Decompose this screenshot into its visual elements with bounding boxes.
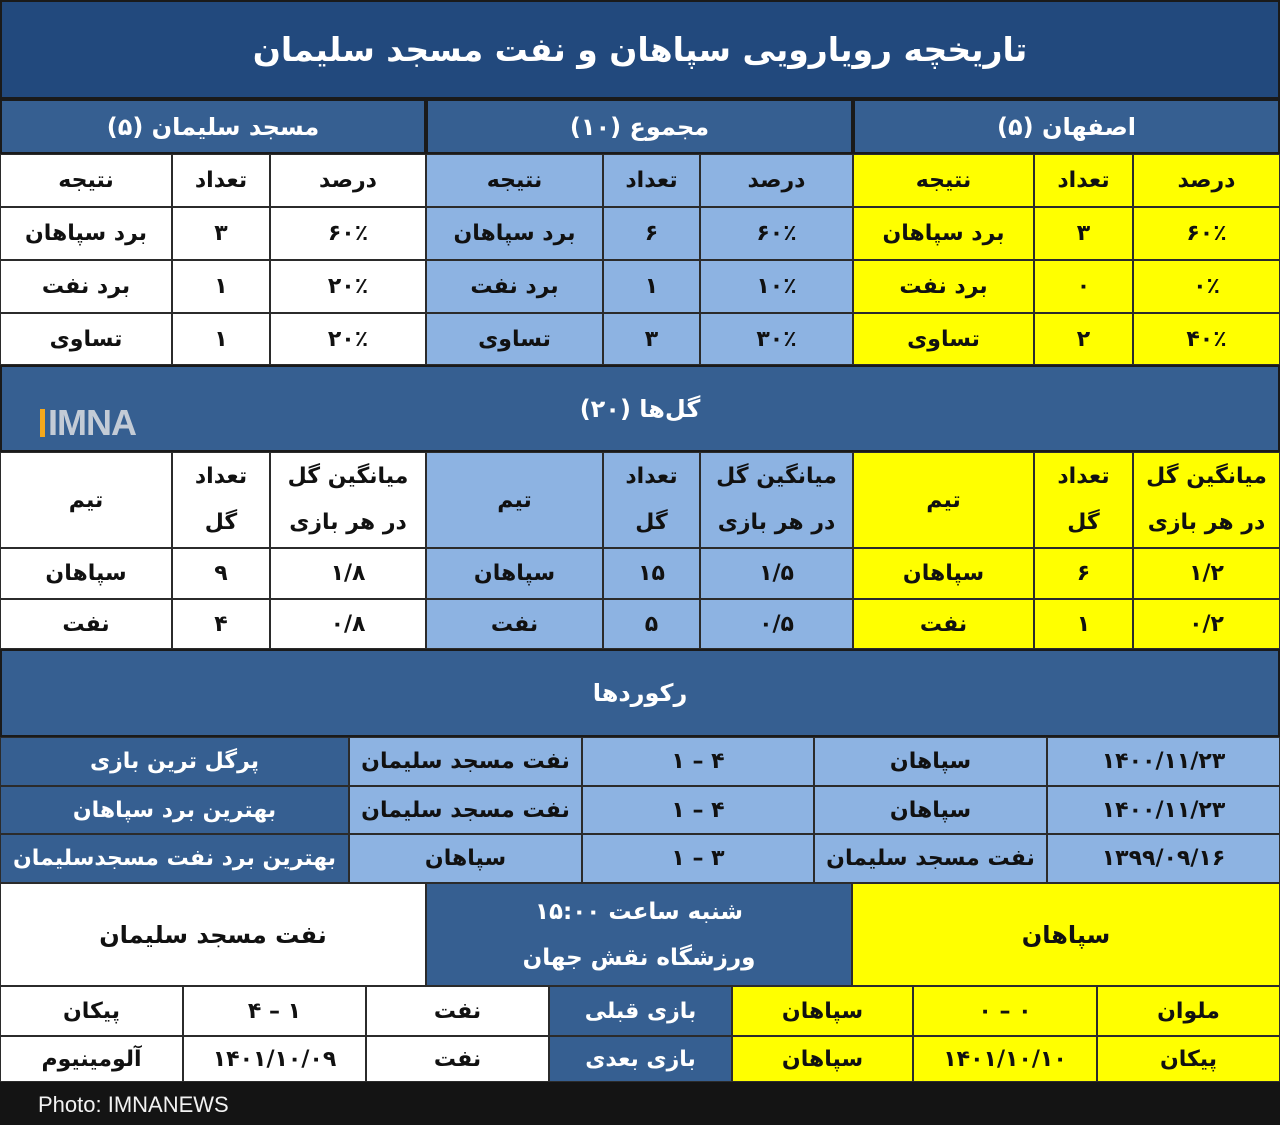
- header-line: تعداد: [194, 464, 248, 489]
- cell-count: ۰: [1034, 260, 1133, 313]
- cell-percent: ۲۰٪: [270, 260, 426, 313]
- match-away-team: نفت مسجد سلیمان: [0, 883, 426, 986]
- header-avg-goals: [1133, 452, 1280, 548]
- cell-count: ۳: [1034, 207, 1133, 260]
- cell-goals: ۹: [172, 548, 270, 599]
- cell-goals: ۱: [1034, 599, 1133, 649]
- cell-percent: ۶۰٪: [1133, 207, 1280, 260]
- header-line: گل: [635, 510, 668, 535]
- page-title: تاریخچه رویارویی سپاهان و نفت مسجد سلیمان: [0, 0, 1280, 99]
- form-opponent: ملوان: [1097, 986, 1280, 1036]
- header-result: نتیجه: [853, 154, 1034, 207]
- header-result: نتیجه: [426, 154, 603, 207]
- header-line: گل: [1067, 510, 1100, 535]
- record-home: نفت مسجد سلیمان: [814, 834, 1047, 883]
- record-date: ۱۳۹۹/۰۹/۱۶: [1047, 834, 1280, 883]
- record-home: سپاهان: [814, 737, 1047, 786]
- cell-goals: ۵: [603, 599, 700, 649]
- cell-percent: ۰٪: [1133, 260, 1280, 313]
- header-goal-count: [1034, 452, 1133, 548]
- section-header-records: رکوردها: [0, 649, 1280, 737]
- record-away: نفت مسجد سلیمان: [349, 737, 582, 786]
- group-header-masjed: مسجد سلیمان (۵): [0, 99, 426, 154]
- cell-count: ۱: [172, 260, 270, 313]
- header-team: تیم: [426, 452, 603, 548]
- header-count: تعداد: [603, 154, 700, 207]
- form-team: سپاهان: [732, 986, 913, 1036]
- record-away: نفت مسجد سلیمان: [349, 786, 582, 834]
- cell-team: نفت: [0, 599, 172, 649]
- cell-team: سپاهان: [426, 548, 603, 599]
- form-team: نفت: [366, 1036, 549, 1082]
- cell-result: برد نفت: [0, 260, 172, 313]
- record-title: بهترین برد سپاهان: [0, 786, 349, 834]
- cell-avg: ۰/۲: [1133, 599, 1280, 649]
- form-team: سپاهان: [732, 1036, 913, 1082]
- cell-percent: ۳۰٪: [700, 313, 853, 365]
- record-title: پرگل ترین بازی: [0, 737, 349, 786]
- cell-goals: ۶: [1034, 548, 1133, 599]
- cell-result: برد سپاهان: [0, 207, 172, 260]
- form-opponent: پیکان: [1097, 1036, 1280, 1082]
- cell-team: سپاهان: [0, 548, 172, 599]
- record-home: سپاهان: [814, 786, 1047, 834]
- cell-avg: ۱/۲: [1133, 548, 1280, 599]
- cell-result: تساوی: [426, 313, 603, 365]
- record-away: سپاهان: [349, 834, 582, 883]
- header-percent: درصد: [700, 154, 853, 207]
- form-date: ۱۴۰۱/۱۰/۱۰: [913, 1036, 1097, 1082]
- header-percent: درصد: [1133, 154, 1280, 207]
- cell-result: برد سپاهان: [853, 207, 1034, 260]
- cell-percent: ۶۰٪: [270, 207, 426, 260]
- goals-label: گل‌ها (۲۰): [579, 394, 701, 423]
- record-score: ۴ – ۱: [582, 737, 814, 786]
- cell-team: سپاهان: [853, 548, 1034, 599]
- header-line: گل: [204, 510, 238, 535]
- section-header-goals: [0, 365, 1280, 452]
- header-count: تعداد: [172, 154, 270, 207]
- header-avg-goals: [700, 452, 853, 548]
- header-avg-goals: [270, 452, 426, 548]
- form-opponent: آلومینیوم: [0, 1036, 183, 1082]
- record-title: بهترین برد نفت مسجدسلیمان: [0, 834, 349, 883]
- cell-percent: ۴۰٪: [1133, 313, 1280, 365]
- cell-avg: ۰/۵: [700, 599, 853, 649]
- header-line: تعداد: [1057, 464, 1110, 489]
- header-line: در هر بازی: [717, 510, 836, 535]
- header-line: تعداد: [625, 464, 678, 489]
- record-score: ۳ – ۱: [582, 834, 814, 883]
- record-date: ۱۴۰۰/۱۱/۲۳: [1047, 737, 1280, 786]
- cell-result: تساوی: [853, 313, 1034, 365]
- cell-count: ۱: [172, 313, 270, 365]
- cell-result: برد نفت: [853, 260, 1034, 313]
- cell-count: ۳: [172, 207, 270, 260]
- match-venue: ورزشگاه نقش جهان: [522, 944, 756, 971]
- form-label: بازی قبلی: [549, 986, 732, 1036]
- header-line: میانگین گل: [716, 464, 837, 489]
- record-date: ۱۴۰۰/۱۱/۲۳: [1047, 786, 1280, 834]
- form-opponent: پیکان: [0, 986, 183, 1036]
- cell-percent: ۶۰٪: [700, 207, 853, 260]
- form-score: ۰ – ۰: [913, 986, 1097, 1036]
- group-header-isfahan: اصفهان (۵): [853, 99, 1280, 154]
- cell-result: برد نفت: [426, 260, 603, 313]
- cell-avg: ۱/۵: [700, 548, 853, 599]
- group-header-total: مجموع (۱۰): [426, 99, 853, 154]
- cell-team: نفت: [426, 599, 603, 649]
- match-home-team: سپاهان: [852, 883, 1280, 986]
- cell-count: ۳: [603, 313, 700, 365]
- form-label: بازی بعدی: [549, 1036, 732, 1082]
- watermark-text: IMNA: [48, 402, 136, 443]
- logo-bar-icon: [40, 409, 45, 437]
- form-score: ۱ – ۴: [183, 986, 366, 1036]
- header-goal-count: [172, 452, 270, 548]
- cell-goals: ۱۵: [603, 548, 700, 599]
- match-info: [426, 883, 852, 986]
- cell-result: تساوی: [0, 313, 172, 365]
- header-line: میانگین گل: [1146, 464, 1267, 489]
- cell-avg: ۱/۸: [270, 548, 426, 599]
- header-percent: درصد: [270, 154, 426, 207]
- header-goal-count: [603, 452, 700, 548]
- photo-credit: Photo: IMNANEWS: [38, 1092, 229, 1117]
- cell-avg: ۰/۸: [270, 599, 426, 649]
- match-time: شنبه ساعت ۱۵:۰۰: [534, 898, 744, 925]
- cell-count: ۶: [603, 207, 700, 260]
- cell-percent: ۲۰٪: [270, 313, 426, 365]
- header-result: نتیجه: [0, 154, 172, 207]
- header-team: تیم: [853, 452, 1034, 548]
- cell-result: برد سپاهان: [426, 207, 603, 260]
- header-count: تعداد: [1034, 154, 1133, 207]
- cell-goals: ۴: [172, 599, 270, 649]
- form-team: نفت: [366, 986, 549, 1036]
- cell-count: ۱: [603, 260, 700, 313]
- form-date: ۱۴۰۱/۱۰/۰۹: [183, 1036, 366, 1082]
- cell-count: ۲: [1034, 313, 1133, 365]
- cell-percent: ۱۰٪: [700, 260, 853, 313]
- header-team: تیم: [0, 452, 172, 548]
- header-line: در هر بازی: [1147, 510, 1266, 535]
- header-line: در هر بازی: [289, 510, 407, 535]
- imna-watermark-logo: [40, 402, 136, 444]
- record-score: ۴ – ۱: [582, 786, 814, 834]
- cell-team: نفت: [853, 599, 1034, 649]
- header-line: میانگین گل: [287, 464, 409, 489]
